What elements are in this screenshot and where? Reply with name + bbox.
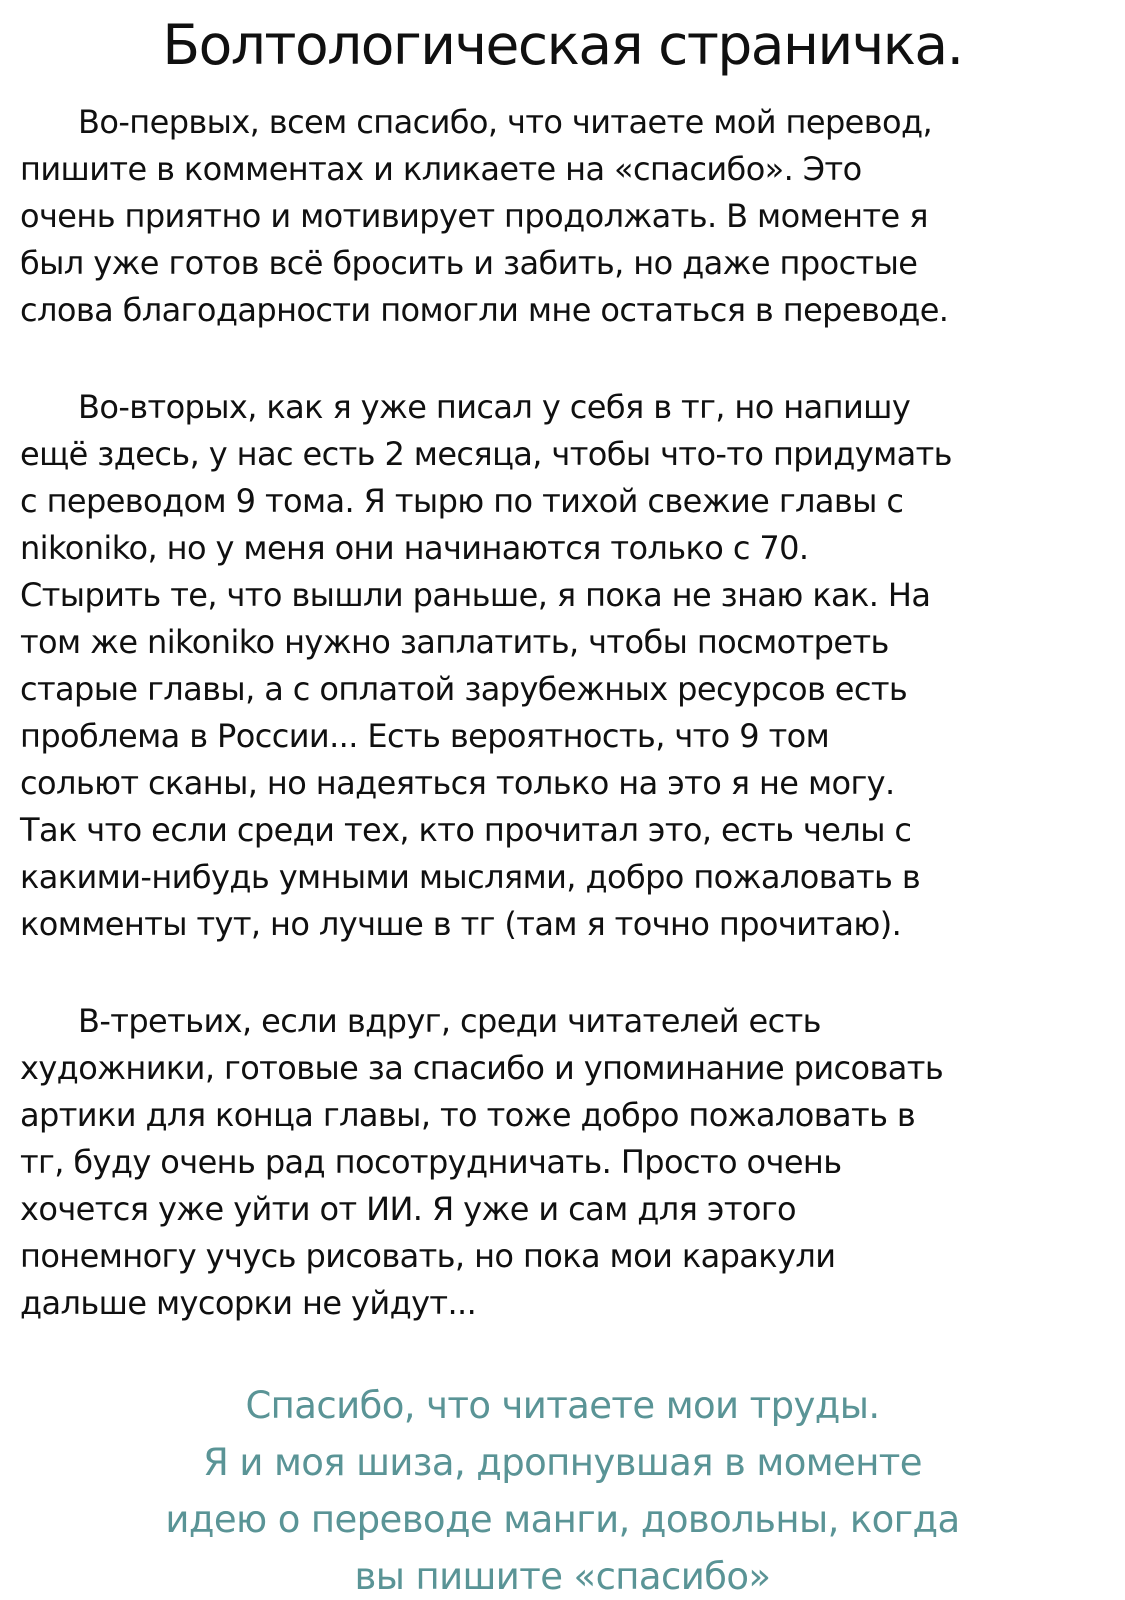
paragraph-second: [20, 384, 1105, 948]
text-line: артики для конца главы, то тоже добро пожаловать в: [20, 1096, 916, 1135]
text-line: nikoniko, но у меня они начинаются только с 70.: [20, 529, 809, 568]
footer-line: идею о переводе манги, довольны, когда: [165, 1498, 960, 1542]
text-line: Так что если среди тех, кто прочитал это, есть челы с: [20, 811, 912, 850]
text-line: сольют сканы, но надеяться только на это я не могу.: [20, 764, 895, 803]
text-line: был уже готов всё бросить и забить, но даже простые: [20, 244, 918, 283]
text-line: том же nikoniko нужно заплатить, чтобы посмотреть: [20, 623, 889, 662]
text-line: слова благодарности помогли мне остаться в переводе.: [20, 291, 949, 330]
text-line: старые главы, а с оплатой зарубежных ресурсов есть: [20, 670, 908, 709]
text-line: комменты тут, но лучше в тг (там я точно прочитаю).: [20, 905, 902, 944]
text-line: с переводом 9 тома. Я тырю по тихой свежие главы с: [20, 482, 904, 521]
footer-line: Спасибо, что читаете мои труды.: [245, 1384, 880, 1428]
paragraph-third: [20, 998, 1105, 1327]
text-line: ещё здесь, у нас есть 2 месяца, чтобы что-то придумать: [20, 435, 952, 474]
text-line: пишите в комментах и кликаете на «спасибо». Это: [20, 150, 862, 189]
text-line: Во-вторых, как я уже писал у себя в тг, но напишу: [78, 388, 911, 427]
text-line: понемногу учусь рисовать, но пока мои каракули: [20, 1237, 836, 1276]
text-line: В-третьих, если вдруг, среди читателей есть: [78, 1002, 821, 1041]
footer-line: Я и моя шиза, дропнувшая в моменте: [203, 1441, 922, 1485]
text-line: очень приятно и мотивирует продолжать. В моменте я: [20, 197, 928, 236]
text-line: Во-первых, всем спасибо, что читаете мой перевод,: [78, 103, 933, 142]
text-line: какими-нибудь умными мыслями, добро пожаловать в: [20, 858, 921, 897]
text-line: хочется уже уйти от ИИ. Я уже и сам для этого: [20, 1190, 797, 1229]
paragraph-first: [20, 99, 1105, 334]
text-line: Стырить те, что вышли раньше, я пока не знаю как. На: [20, 576, 931, 615]
text-line: дальше мусорки не уйдут...: [20, 1284, 477, 1323]
text-line: тг, буду очень рад посотрудничать. Просто очень: [20, 1143, 842, 1182]
thank-you-note: [20, 1377, 1105, 1600]
text-line: художники, готовые за спасибо и упоминание рисовать: [20, 1049, 944, 1088]
page-title: Болтологическая страничка.: [162, 13, 963, 77]
text-line: проблема в России... Есть вероятность, что 9 том: [20, 717, 830, 756]
footer-line: вы пишите «спасибо»: [354, 1555, 771, 1599]
